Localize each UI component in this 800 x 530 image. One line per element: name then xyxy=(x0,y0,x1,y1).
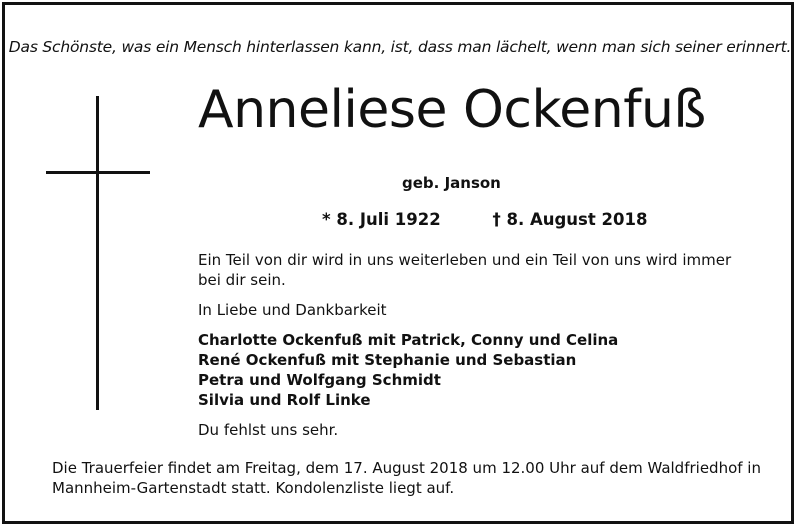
life-dates xyxy=(322,210,647,229)
mourners-list xyxy=(198,330,758,410)
cross-icon xyxy=(96,96,99,410)
deceased-name: Anneliese Ockenfuß xyxy=(198,80,706,140)
birth-date: * 8. Juli 1922 xyxy=(322,210,441,229)
mourner-line: Petra und Wolfgang Schmidt xyxy=(198,371,441,389)
greeting-text: In Liebe und Dankbarkeit xyxy=(198,301,387,319)
verse-text: Ein Teil von dir wird in uns weiterleben und ein Teil von uns wird immer bei dir sein. xyxy=(198,251,732,289)
memorial-quote: Das Schönste, was ein Mensch hinterlassen kann, ist, dass man lächelt, wenn man sich seiner erinnert. xyxy=(8,38,792,56)
mourner-line: Charlotte Ockenfuß mit Patrick, Conny und Celina xyxy=(198,331,619,349)
closing-text: Du fehlst uns sehr. xyxy=(198,421,339,439)
death-date: † 8. August 2018 xyxy=(492,210,648,229)
mourner-line: René Ockenfuß mit Stephanie und Sebastian xyxy=(198,351,577,369)
maiden-name: geb. Janson xyxy=(402,174,501,192)
mourner-line: Silvia und Rolf Linke xyxy=(198,391,371,409)
notice-body xyxy=(198,250,758,440)
cross-icon-bar xyxy=(46,171,150,174)
funeral-notice: Die Trauerfeier findet am Freitag, dem 17. August 2018 um 12.00 Uhr auf dem Waldfriedhof in Mannheim-Gartenstadt statt. Kondolenzliste liegt auf. xyxy=(52,459,761,497)
